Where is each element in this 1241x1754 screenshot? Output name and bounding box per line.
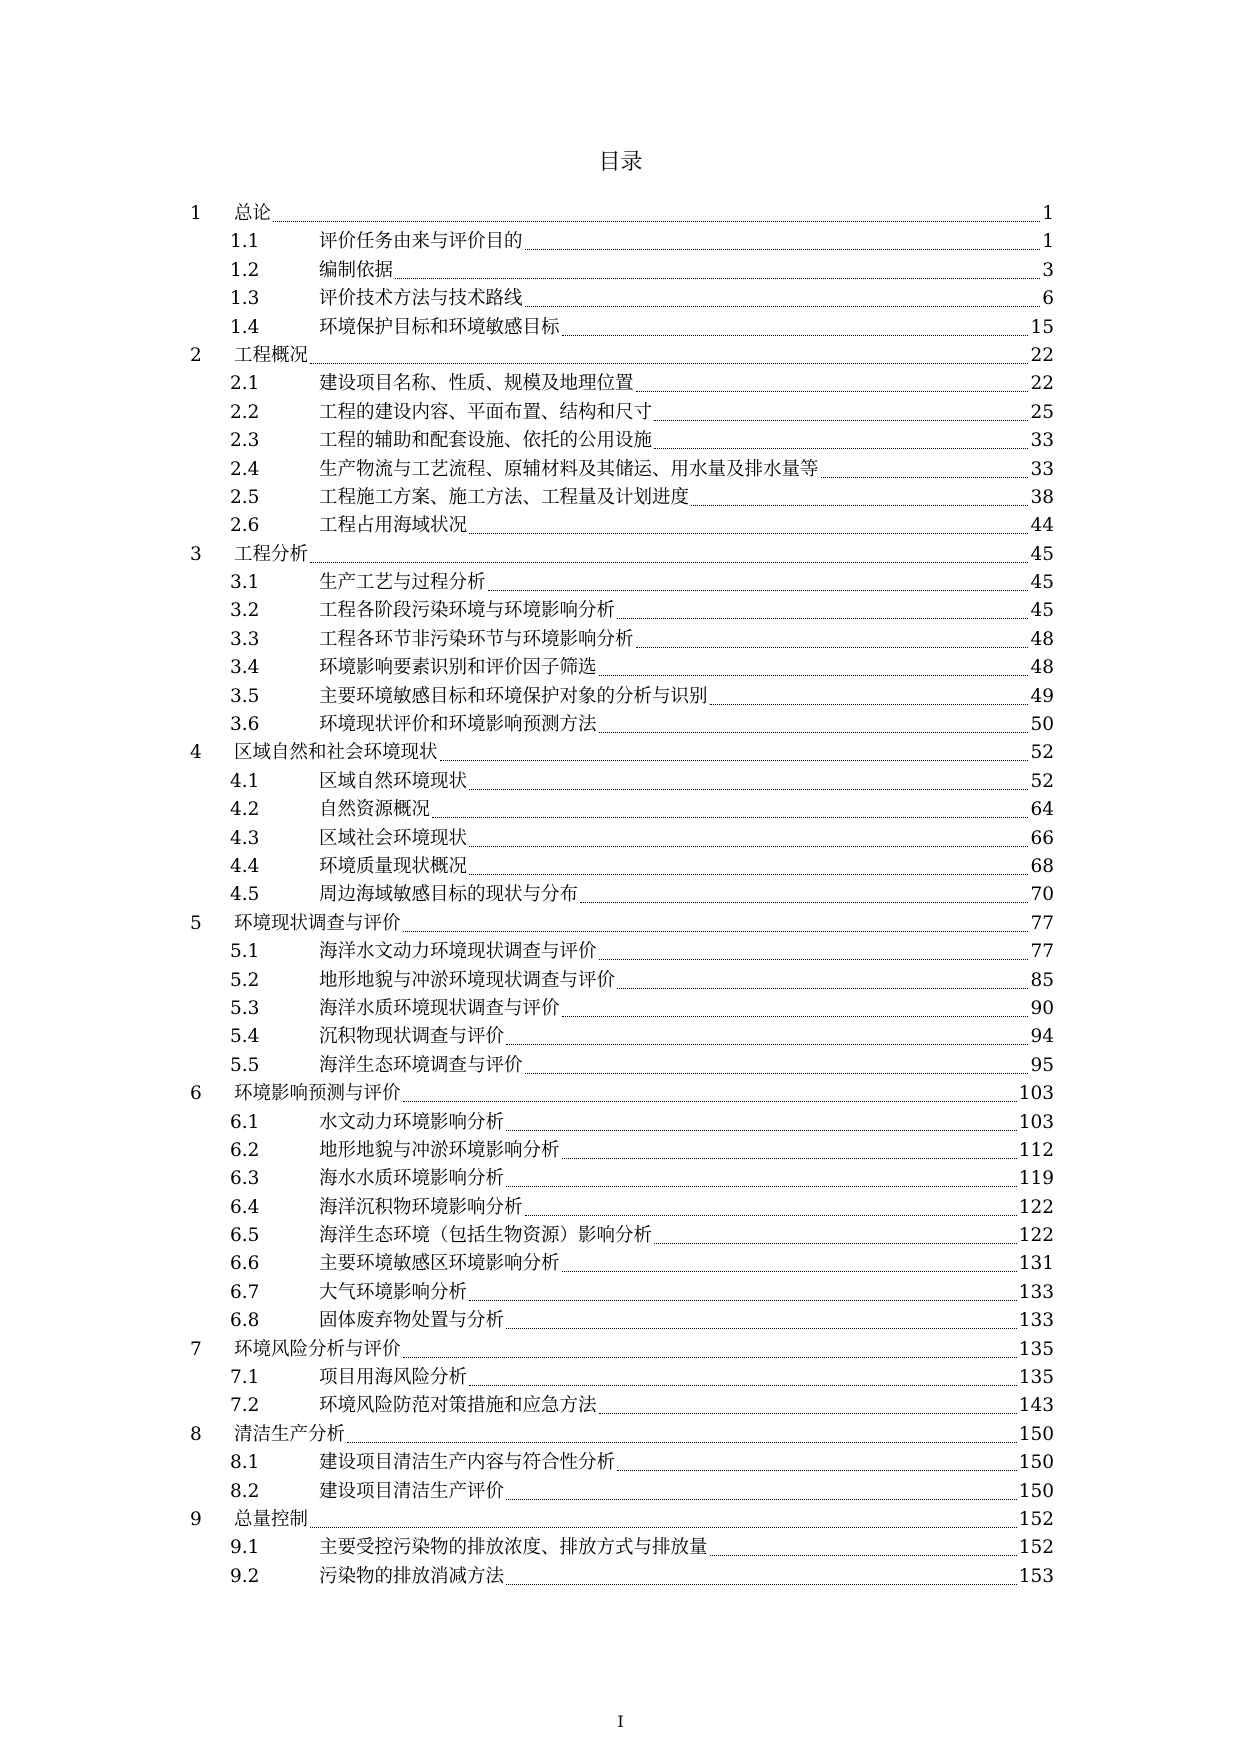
toc-entry-page: 135 bbox=[1018, 1338, 1054, 1360]
toc-section-entry[interactable] bbox=[190, 427, 1054, 455]
toc-entry-number: 9 bbox=[190, 1508, 202, 1530]
toc-entry-title: 项目用海风险分析 bbox=[319, 1367, 468, 1389]
toc-entry-page: 50 bbox=[1030, 714, 1054, 736]
toc-entry-page: 153 bbox=[1018, 1565, 1054, 1587]
toc-entry-number: 4.3 bbox=[230, 827, 260, 849]
toc-section-entry[interactable] bbox=[190, 654, 1054, 682]
toc-entry-page: 52 bbox=[1030, 742, 1054, 764]
toc-section-entry[interactable] bbox=[190, 1023, 1054, 1051]
toc-entry-title: 环境保护目标和环境敏感目标 bbox=[319, 316, 560, 338]
toc-section-entry[interactable] bbox=[190, 796, 1054, 824]
table-of-contents bbox=[190, 200, 1054, 1591]
toc-entry-title: 建设项目名称、性质、规模及地理位置 bbox=[319, 373, 634, 395]
toc-entry-number: 3.1 bbox=[230, 572, 260, 594]
toc-entry-page: 94 bbox=[1030, 1026, 1054, 1048]
toc-dot-leader bbox=[273, 200, 1040, 222]
toc-entry-title: 海水水质环境影响分析 bbox=[319, 1168, 505, 1190]
toc-entry-number: 4.4 bbox=[230, 855, 260, 877]
toc-entry-number: 4.1 bbox=[230, 770, 260, 792]
toc-entry-number: 6.8 bbox=[230, 1310, 260, 1332]
toc-entry-title: 主要受控污染物的排放浓度、排放方式与排放量 bbox=[319, 1537, 708, 1559]
toc-dot-leader bbox=[525, 1052, 1028, 1074]
toc-chapter-entry[interactable] bbox=[190, 1080, 1054, 1108]
toc-entry-page: 150 bbox=[1018, 1480, 1054, 1502]
toc-section-entry[interactable] bbox=[190, 1392, 1054, 1420]
toc-dot-leader bbox=[562, 1137, 1017, 1159]
toc-chapter-entry[interactable] bbox=[190, 1336, 1054, 1364]
toc-dot-leader bbox=[310, 541, 1028, 563]
toc-entry-number: 3.3 bbox=[230, 628, 260, 650]
toc-entry-title: 主要环境敏感区环境影响分析 bbox=[319, 1253, 560, 1275]
toc-entry-page: 25 bbox=[1030, 401, 1054, 423]
toc-entry-number: 9.1 bbox=[230, 1537, 260, 1559]
toc-entry-page: 150 bbox=[1018, 1423, 1054, 1445]
toc-entry-number: 1.3 bbox=[230, 288, 260, 310]
toc-entry-title: 地形地貌与冲淤环境影响分析 bbox=[319, 1139, 560, 1161]
toc-entry-title: 建设项目清洁生产评价 bbox=[319, 1480, 505, 1502]
toc-section-entry[interactable] bbox=[190, 683, 1054, 711]
toc-dot-leader bbox=[347, 1421, 1017, 1443]
toc-chapter-entry[interactable] bbox=[190, 1421, 1054, 1449]
toc-dot-leader bbox=[525, 1194, 1017, 1216]
toc-entry-number: 6.3 bbox=[230, 1168, 260, 1190]
toc-dot-leader bbox=[403, 1336, 1017, 1358]
toc-entry-page: 143 bbox=[1018, 1395, 1054, 1417]
toc-entry-number: 2.1 bbox=[230, 373, 260, 395]
toc-entry-number: 6.7 bbox=[230, 1281, 260, 1303]
toc-entry-title: 环境现状调查与评价 bbox=[234, 912, 401, 934]
toc-dot-leader bbox=[469, 1364, 1017, 1386]
toc-section-entry[interactable] bbox=[190, 257, 1054, 285]
toc-entry-page: 70 bbox=[1030, 884, 1054, 906]
toc-entry-page: 64 bbox=[1030, 799, 1054, 821]
toc-entry-page: 85 bbox=[1030, 969, 1054, 991]
toc-dot-leader bbox=[636, 370, 1028, 392]
toc-section-entry[interactable] bbox=[190, 399, 1054, 427]
toc-entry-title: 工程概况 bbox=[234, 344, 309, 366]
toc-dot-leader bbox=[469, 853, 1028, 875]
toc-entry-page: 112 bbox=[1018, 1139, 1054, 1161]
toc-entry-number: 8.1 bbox=[230, 1452, 260, 1474]
toc-section-entry[interactable] bbox=[190, 995, 1054, 1023]
toc-section-entry[interactable] bbox=[190, 597, 1054, 625]
toc-dot-leader bbox=[580, 881, 1028, 903]
toc-section-entry[interactable] bbox=[190, 1250, 1054, 1278]
toc-entry-number: 3.6 bbox=[230, 714, 260, 736]
toc-entry-page: 33 bbox=[1030, 430, 1054, 452]
toc-section-entry[interactable] bbox=[190, 626, 1054, 654]
toc-entry-title: 工程各环节非污染环节与环境影响分析 bbox=[319, 628, 634, 650]
toc-chapter-entry[interactable] bbox=[190, 1506, 1054, 1534]
toc-entry-page: 152 bbox=[1018, 1537, 1054, 1559]
toc-entry-title: 环境风险分析与评价 bbox=[234, 1338, 401, 1360]
toc-entry-number: 1.2 bbox=[230, 259, 260, 281]
toc-dot-leader bbox=[525, 228, 1040, 250]
toc-entry-page: 33 bbox=[1030, 458, 1054, 480]
toc-entry-number: 2 bbox=[190, 344, 202, 366]
toc-entry-page: 68 bbox=[1030, 855, 1054, 877]
toc-section-entry[interactable] bbox=[190, 1279, 1054, 1307]
toc-section-entry[interactable] bbox=[190, 1222, 1054, 1250]
toc-dot-leader bbox=[440, 739, 1028, 761]
toc-dot-leader bbox=[691, 484, 1028, 506]
toc-entry-title: 生产物流与工艺流程、原辅材料及其储运、用水量及排水量等 bbox=[319, 458, 819, 480]
toc-entry-title: 区域自然环境现状 bbox=[319, 770, 468, 792]
toc-entry-number: 4 bbox=[190, 742, 202, 764]
toc-entry-title: 海洋沉积物环境影响分析 bbox=[319, 1196, 523, 1218]
toc-entry-title: 周边海域敏感目标的现状与分布 bbox=[319, 884, 579, 906]
toc-chapter-entry[interactable] bbox=[190, 910, 1054, 938]
toc-section-entry[interactable] bbox=[190, 711, 1054, 739]
toc-entry-page: 66 bbox=[1030, 827, 1054, 849]
toc-entry-page: 131 bbox=[1018, 1253, 1054, 1275]
toc-chapter-entry[interactable] bbox=[190, 200, 1054, 228]
toc-dot-leader bbox=[469, 768, 1028, 790]
toc-dot-leader bbox=[310, 342, 1028, 364]
page-title: 目录 bbox=[598, 150, 643, 175]
toc-entry-number: 5.3 bbox=[230, 997, 260, 1019]
toc-entry-page: 45 bbox=[1030, 600, 1054, 622]
toc-entry-number: 1 bbox=[190, 203, 202, 224]
toc-entry-title: 海洋生态环境调查与评价 bbox=[319, 1054, 523, 1076]
toc-dot-leader bbox=[562, 995, 1028, 1017]
toc-entry-page: 122 bbox=[1018, 1196, 1054, 1218]
toc-entry-page: 49 bbox=[1030, 685, 1054, 707]
toc-entry-number: 6.6 bbox=[230, 1253, 260, 1275]
toc-entry-number: 1.4 bbox=[230, 316, 260, 338]
toc-entry-page: 90 bbox=[1030, 997, 1054, 1019]
toc-dot-leader bbox=[403, 910, 1028, 932]
toc-section-entry[interactable] bbox=[190, 768, 1054, 796]
toc-entry-number: 9.2 bbox=[230, 1565, 260, 1587]
toc-entry-number: 2.6 bbox=[230, 515, 260, 537]
toc-dot-leader bbox=[562, 314, 1028, 336]
toc-entry-page: 44 bbox=[1030, 515, 1054, 537]
toc-dot-leader bbox=[469, 512, 1028, 534]
toc-section-entry[interactable] bbox=[190, 1165, 1054, 1193]
toc-section-entry[interactable] bbox=[190, 825, 1054, 853]
toc-section-entry[interactable] bbox=[190, 1137, 1054, 1165]
toc-entry-title: 工程分析 bbox=[234, 543, 309, 565]
toc-section-entry[interactable] bbox=[190, 314, 1054, 342]
toc-entry-title: 总论 bbox=[234, 203, 272, 224]
toc-entry-page: 22 bbox=[1030, 344, 1054, 366]
toc-entry-number: 2.4 bbox=[230, 458, 260, 480]
toc-dot-leader bbox=[403, 1080, 1017, 1102]
toc-entry-page: 48 bbox=[1030, 628, 1054, 650]
toc-section-entry[interactable] bbox=[190, 484, 1054, 512]
toc-entry-number: 8 bbox=[190, 1423, 202, 1445]
toc-entry-title: 地形地貌与冲淤环境现状调查与评价 bbox=[319, 969, 616, 991]
toc-section-entry[interactable] bbox=[190, 1307, 1054, 1335]
toc-entry-title: 评价任务由来与评价目的 bbox=[319, 231, 523, 253]
toc-entry-page: 1 bbox=[1042, 203, 1054, 224]
toc-entry-number: 3.4 bbox=[230, 657, 260, 679]
toc-dot-leader bbox=[525, 285, 1040, 307]
toc-dot-leader bbox=[821, 456, 1028, 478]
toc-entry-title: 环境影响要素识别和评价因子筛选 bbox=[319, 657, 597, 679]
toc-entry-title: 大气环境影响分析 bbox=[319, 1281, 468, 1303]
toc-section-entry[interactable] bbox=[190, 1449, 1054, 1477]
toc-section-entry[interactable] bbox=[190, 881, 1054, 909]
toc-dot-leader bbox=[617, 597, 1028, 619]
toc-entry-title: 工程的辅助和配套设施、依托的公用设施 bbox=[319, 430, 653, 452]
toc-dot-leader bbox=[506, 1023, 1028, 1045]
toc-entry-title: 固体废弃物处置与分析 bbox=[319, 1310, 505, 1332]
toc-entry-number: 3.2 bbox=[230, 600, 260, 622]
toc-entry-number: 5.1 bbox=[230, 941, 260, 963]
toc-chapter-entry[interactable] bbox=[190, 541, 1054, 569]
toc-entry-page: 95 bbox=[1030, 1054, 1054, 1076]
toc-entry-number: 5 bbox=[190, 912, 202, 934]
toc-section-entry[interactable] bbox=[190, 569, 1054, 597]
toc-dot-leader bbox=[506, 1165, 1017, 1187]
toc-entry-title: 海洋水文动力环境现状调查与评价 bbox=[319, 941, 597, 963]
toc-entry-title: 环境影响预测与评价 bbox=[234, 1083, 401, 1105]
toc-entry-number: 6.1 bbox=[230, 1111, 260, 1133]
toc-entry-title: 环境风险防范对策措施和应急方法 bbox=[319, 1395, 597, 1417]
toc-entry-page: 119 bbox=[1018, 1168, 1054, 1190]
toc-dot-leader bbox=[599, 938, 1028, 960]
toc-entry-number: 6.4 bbox=[230, 1196, 260, 1218]
toc-entry-title: 工程占用海域状况 bbox=[319, 515, 468, 537]
toc-section-entry[interactable] bbox=[190, 853, 1054, 881]
toc-entry-page: 48 bbox=[1030, 657, 1054, 679]
toc-section-entry[interactable] bbox=[190, 1052, 1054, 1080]
toc-entry-number: 3.5 bbox=[230, 685, 260, 707]
toc-dot-leader bbox=[599, 654, 1028, 676]
toc-dot-leader bbox=[395, 257, 1040, 279]
toc-entry-page: 152 bbox=[1018, 1508, 1054, 1530]
toc-entry-title: 区域社会环境现状 bbox=[319, 827, 468, 849]
toc-entry-page: 45 bbox=[1030, 543, 1054, 565]
toc-entry-title: 主要环境敏感目标和环境保护对象的分析与识别 bbox=[319, 685, 708, 707]
toc-section-entry[interactable] bbox=[190, 456, 1054, 484]
toc-entry-page: 3 bbox=[1042, 259, 1054, 281]
toc-dot-leader bbox=[506, 1307, 1017, 1329]
toc-dot-leader bbox=[599, 711, 1028, 733]
toc-entry-page: 133 bbox=[1018, 1310, 1054, 1332]
toc-dot-leader bbox=[617, 1449, 1017, 1471]
toc-entry-title: 评价技术方法与技术路线 bbox=[319, 288, 523, 310]
toc-entry-title: 工程各阶段污染环境与环境影响分析 bbox=[319, 600, 616, 622]
toc-entry-number: 6 bbox=[190, 1083, 202, 1105]
toc-section-entry[interactable] bbox=[190, 1563, 1054, 1591]
toc-section-entry[interactable] bbox=[190, 1194, 1054, 1222]
toc-section-entry[interactable] bbox=[190, 938, 1054, 966]
toc-entry-title: 总量控制 bbox=[234, 1508, 309, 1530]
toc-section-entry[interactable] bbox=[190, 967, 1054, 995]
toc-section-entry[interactable] bbox=[190, 370, 1054, 398]
toc-dot-leader bbox=[599, 1392, 1017, 1414]
toc-entry-title: 自然资源概况 bbox=[319, 799, 431, 821]
toc-dot-leader bbox=[506, 1563, 1017, 1585]
page-number: I bbox=[617, 1712, 624, 1731]
toc-entry-page: 133 bbox=[1018, 1281, 1054, 1303]
toc-entry-title: 海洋生态环境（包括生物资源）影响分析 bbox=[319, 1225, 653, 1247]
toc-dot-leader bbox=[636, 626, 1028, 648]
toc-entry-number: 8.2 bbox=[230, 1480, 260, 1502]
toc-dot-leader bbox=[469, 825, 1028, 847]
toc-entry-number: 7 bbox=[190, 1338, 202, 1360]
toc-entry-number: 1.1 bbox=[230, 231, 260, 253]
toc-entry-title: 环境现状评价和环境影响预测方法 bbox=[319, 714, 597, 736]
toc-entry-page: 22 bbox=[1030, 373, 1054, 395]
toc-chapter-entry[interactable] bbox=[190, 342, 1054, 370]
toc-entry-number: 2.5 bbox=[230, 486, 260, 508]
toc-entry-number: 4.2 bbox=[230, 799, 260, 821]
toc-entry-title: 污染物的排放消减方法 bbox=[319, 1565, 505, 1587]
toc-entry-number: 4.5 bbox=[230, 884, 260, 906]
toc-section-entry[interactable] bbox=[190, 1478, 1054, 1506]
toc-entry-page: 135 bbox=[1018, 1367, 1054, 1389]
toc-entry-page: 77 bbox=[1030, 912, 1054, 934]
toc-entry-title: 沉积物现状调查与评价 bbox=[319, 1026, 505, 1048]
toc-entry-title: 工程施工方案、施工方法、工程量及计划进度 bbox=[319, 486, 690, 508]
toc-entry-title: 区域自然和社会环境现状 bbox=[234, 742, 438, 764]
toc-entry-title: 生产工艺与过程分析 bbox=[319, 572, 486, 594]
toc-entry-title: 建设项目清洁生产内容与符合性分析 bbox=[319, 1452, 616, 1474]
toc-section-entry[interactable] bbox=[190, 285, 1054, 313]
toc-section-entry[interactable] bbox=[190, 1109, 1054, 1137]
toc-entry-page: 103 bbox=[1018, 1083, 1054, 1105]
toc-dot-leader bbox=[654, 1222, 1017, 1244]
toc-chapter-entry[interactable] bbox=[190, 739, 1054, 767]
toc-entry-page: 52 bbox=[1030, 770, 1054, 792]
toc-entry-title: 水文动力环境影响分析 bbox=[319, 1111, 505, 1133]
toc-entry-number: 2.2 bbox=[230, 401, 260, 423]
toc-entry-number: 6.2 bbox=[230, 1139, 260, 1161]
toc-entry-title: 工程的建设内容、平面布置、结构和尺寸 bbox=[319, 401, 653, 423]
toc-entry-number: 5.4 bbox=[230, 1026, 260, 1048]
toc-entry-title: 编制依据 bbox=[319, 259, 394, 281]
toc-entry-page: 1 bbox=[1042, 231, 1054, 253]
toc-entry-title: 环境质量现状概况 bbox=[319, 855, 468, 877]
toc-entry-number: 7.2 bbox=[230, 1395, 260, 1417]
toc-section-entry[interactable] bbox=[190, 512, 1054, 540]
toc-entry-title: 海洋水质环境现状调查与评价 bbox=[319, 997, 560, 1019]
toc-entry-page: 15 bbox=[1030, 316, 1054, 338]
toc-entry-number: 6.5 bbox=[230, 1225, 260, 1247]
toc-entry-number: 5.2 bbox=[230, 969, 260, 991]
toc-dot-leader bbox=[654, 427, 1028, 449]
toc-entry-page: 77 bbox=[1030, 941, 1054, 963]
toc-entry-page: 150 bbox=[1018, 1452, 1054, 1474]
toc-section-entry[interactable] bbox=[190, 1534, 1054, 1562]
toc-entry-number: 2.3 bbox=[230, 430, 260, 452]
toc-dot-leader bbox=[617, 967, 1028, 989]
toc-section-entry[interactable] bbox=[190, 1364, 1054, 1392]
toc-dot-leader bbox=[488, 569, 1028, 591]
toc-entry-page: 38 bbox=[1030, 486, 1054, 508]
toc-dot-leader bbox=[432, 796, 1028, 818]
toc-dot-leader bbox=[710, 1534, 1017, 1556]
toc-entry-page: 45 bbox=[1030, 572, 1054, 594]
toc-dot-leader bbox=[469, 1279, 1017, 1301]
toc-entry-number: 7.1 bbox=[230, 1367, 260, 1389]
toc-dot-leader bbox=[506, 1478, 1017, 1500]
toc-entry-number: 3 bbox=[190, 543, 202, 565]
toc-dot-leader bbox=[654, 399, 1028, 421]
toc-entry-page: 6 bbox=[1042, 288, 1054, 310]
toc-entry-page: 122 bbox=[1018, 1225, 1054, 1247]
toc-dot-leader bbox=[310, 1506, 1017, 1528]
toc-entry-number: 5.5 bbox=[230, 1054, 260, 1076]
toc-dot-leader bbox=[710, 683, 1028, 705]
toc-entry-page: 103 bbox=[1018, 1111, 1054, 1133]
toc-dot-leader bbox=[562, 1250, 1017, 1272]
toc-entry-title: 清洁生产分析 bbox=[234, 1423, 346, 1445]
toc-dot-leader bbox=[506, 1109, 1017, 1131]
toc-section-entry[interactable] bbox=[190, 228, 1054, 256]
